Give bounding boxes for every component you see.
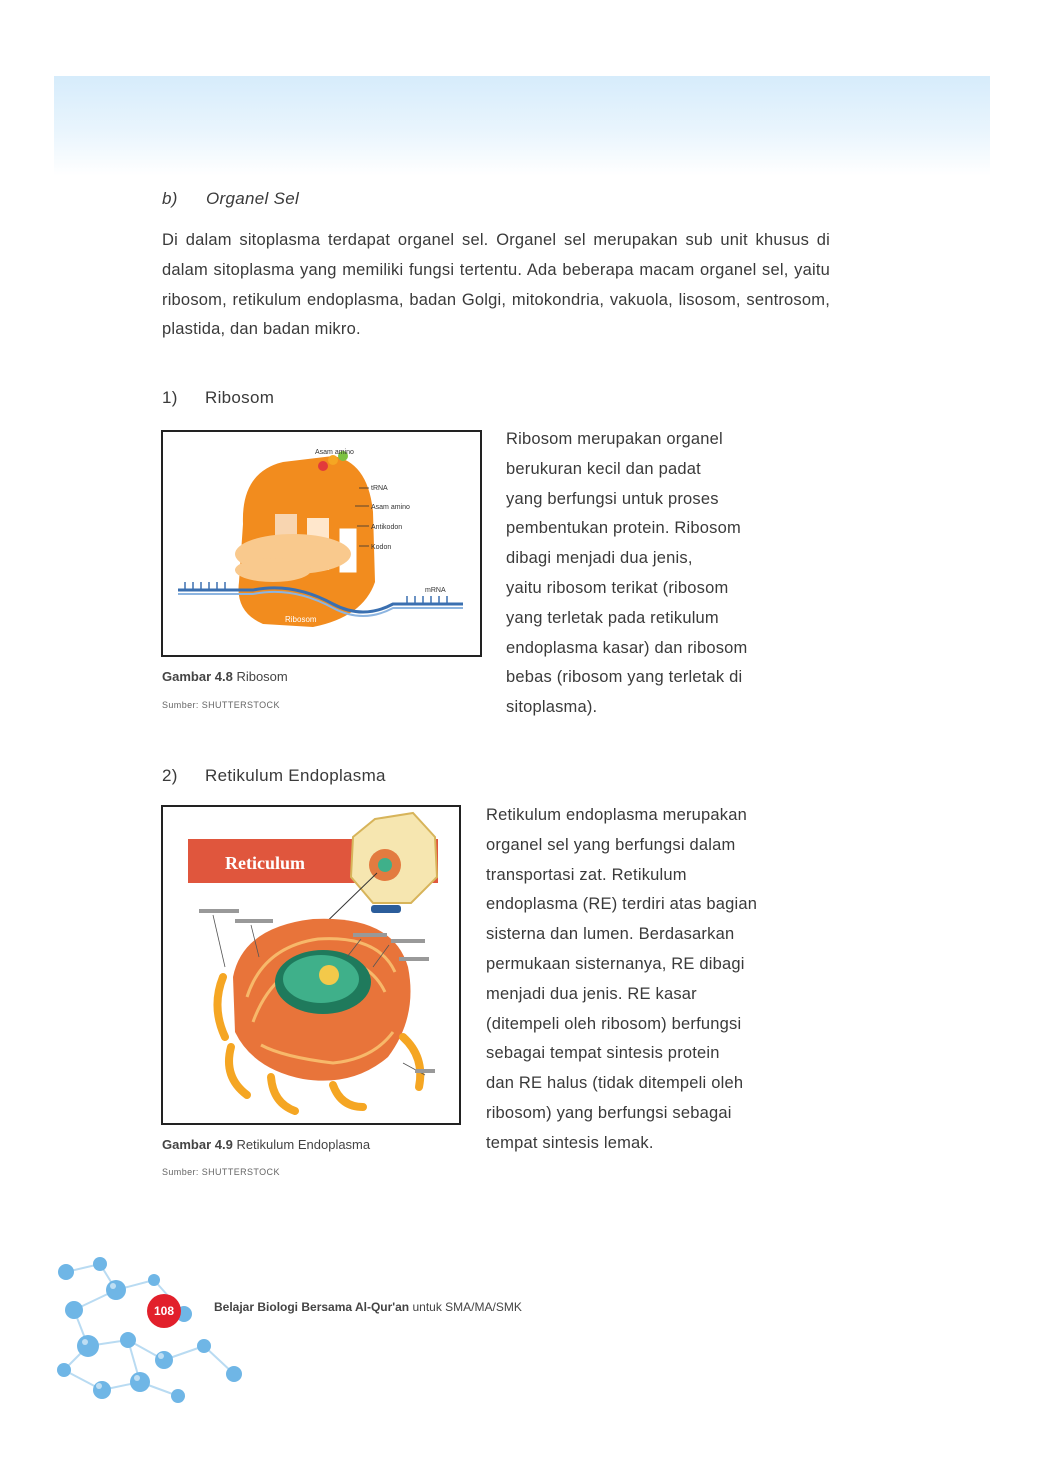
section-title: Organel Sel — [206, 189, 300, 208]
text-line: sitoplasma). — [506, 698, 598, 717]
footer-book-title — [214, 1300, 522, 1314]
text-line: pembentukan protein. Ribosom — [506, 519, 741, 538]
text-line: menjadi dua jenis. RE kasar — [486, 984, 697, 1003]
text-line: sisterna dan lumen. Berdasarkan — [486, 925, 735, 944]
text-line: yang berfungsi untuk proses — [506, 489, 719, 508]
label-bottom: Ribosom — [285, 615, 317, 624]
page-number-badge — [147, 1294, 181, 1328]
intro-paragraph: Di dalam sitoplasma terdapat organel sel. Organel sel merupakan sub unit khusus di dalam sitoplasma yang memiliki fungsi tertentu. Ada beberapa macam organel sel, yaitu ribosom, retikulum endoplasma, badan Golgi, mitokondria, vakuola, lisosom, sentrosom, plastida, dan badan mikro. — [162, 231, 830, 339]
text-line: yang terletak pada retikulum — [506, 608, 719, 627]
label-mrna: mRNA — [425, 587, 446, 594]
retikulum-source: Sumber: SHUTTERSTOCK — [162, 1167, 280, 1177]
retikulum-caption-bold: Gambar 4.9 — [162, 1137, 233, 1152]
section-heading — [162, 189, 299, 209]
retikulum-caption — [162, 1137, 370, 1152]
text-line: dibagi menjadi dua jenis, — [506, 549, 693, 568]
figure-banner: Reticulum — [225, 853, 305, 873]
label-aa: Asam amino — [371, 504, 410, 511]
header-band — [54, 76, 990, 176]
text-line: permukaan sisternanya, RE dibagi — [486, 954, 745, 973]
text-line: organel sel yang berfungsi dalam — [486, 835, 736, 854]
ribosom-source: Sumber: SHUTTERSTOCK — [162, 700, 280, 710]
text-line: Ribosom merupakan organel — [506, 430, 723, 448]
page-number: 108 — [153, 1304, 175, 1318]
text-line: berukuran kecil dan padat — [506, 459, 701, 478]
text-line: yaitu ribosom terikat (ribosom — [506, 578, 729, 597]
ribosom-description — [506, 425, 748, 723]
text-line: bebas (ribosom yang terletak di — [506, 668, 743, 687]
ribosom-caption-bold: Gambar 4.8 — [162, 669, 233, 684]
retikulum-title: Retikulum Endoplasma — [205, 766, 386, 785]
text-line: Retikulum endoplasma merupakan — [486, 806, 747, 824]
footer-title-bold: Belajar Biologi Bersama Al-Qur'an — [214, 1300, 410, 1314]
retikulum-number: 2) — [162, 766, 178, 785]
text-line: dan RE halus (tidak ditempeli oleh — [486, 1074, 744, 1093]
molecule-decoration — [54, 1250, 254, 1410]
ribosom-caption-text: Ribosom — [232, 669, 288, 684]
text-line: tempat sintesis lemak. — [486, 1133, 654, 1152]
text-line: sebagai tempat sintesis protein — [486, 1044, 720, 1063]
ribosom-heading — [162, 388, 274, 408]
text-line: ribosom) yang berfungsi sebagai — [486, 1103, 732, 1122]
section-number: b) — [162, 189, 178, 208]
label-antikodon: Antikodon — [371, 524, 403, 531]
label-top: Asam amino — [315, 449, 354, 456]
text-line: endoplasma (RE) terdiri atas bagian — [486, 895, 758, 914]
retikulum-figure — [161, 805, 461, 1125]
text-line: endoplasma kasar) dan ribosom — [506, 638, 748, 657]
retikulum-description — [486, 801, 757, 1159]
label-trna: tRNA — [371, 485, 388, 492]
ribosom-figure — [161, 430, 482, 657]
ribosom-number: 1) — [162, 388, 178, 407]
ribosom-title: Ribosom — [205, 388, 275, 407]
ribosome-illustration — [163, 432, 480, 655]
retikulum-heading — [162, 766, 386, 786]
reticulum-illustration — [163, 807, 459, 1123]
text-line: transportasi zat. Retikulum — [486, 865, 687, 884]
text-line: (ditempeli oleh ribosom) berfungsi — [486, 1014, 742, 1033]
label-kodon: Kodon — [371, 544, 392, 551]
ribosom-caption — [162, 669, 288, 684]
retikulum-caption-text: Retikulum Endoplasma — [232, 1137, 371, 1152]
footer-title-rest: untuk SMA/MA/SMK — [409, 1300, 522, 1314]
